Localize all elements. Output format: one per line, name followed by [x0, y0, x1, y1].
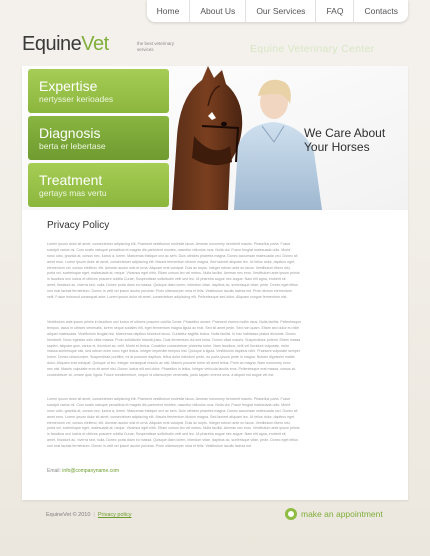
nav-contacts[interactable]: Contacts — [353, 0, 408, 22]
logo-tagline: the best veterinary services — [137, 41, 175, 52]
menu-item-subtitle: gertays mas vertu — [39, 188, 107, 198]
appointment-button[interactable] — [285, 508, 383, 520]
menu-item-expertise[interactable] — [28, 69, 169, 113]
text-line: tempus, lacus in ultrices venenatis, lorem neque sodales elit, eget fermentum magna ligula ac erat. Sed sit amet pede. Sed non quam. Etiam sed dolor eu nibh — [47, 325, 300, 330]
footer-separator: | — [93, 512, 95, 518]
text-line: massa scelerisque nisl, sed rutrum enim nunc eget lectus. Integer imperdiet tempus nisl. Quisque a ligula. Vestibulum dapibus nibh. Praesent vulputate semper — [47, 349, 301, 354]
menu-item-diagnosis[interactable] — [28, 116, 169, 160]
email-link[interactable]: info@companyname.com — [62, 468, 120, 474]
paragraph-1 — [47, 242, 387, 301]
text-line: porta vel, scelerisque eget, malesuada at, neque. Vivamus eget nibh. Etiam cursus leo vel metus. Nulla facilisi. Aenean nec eros. Vestibulum ante ipsum primis — [47, 271, 300, 276]
text-line: aliquet malesuada. Vestibulum feugiat nisl. Maecenas dapibus tincidunt lacus. Curabitur sagittis lectus. Nulla facilisi. In hac habitasse platea dictumst. Donec — [47, 331, 296, 336]
nav-home[interactable]: Home — [156, 6, 180, 16]
logo-vet: Vet — [81, 33, 109, 55]
content-panel — [22, 210, 408, 500]
text-line: sapien, aliquam quis, varius et, tincidunt ac, velit. Morbi et lectus. Curabitur consectetuer pharetra tortor. Nam faucibus, velit vel tincidunt vulputate, enim — [47, 343, 289, 348]
logo-equine: Equine — [22, 33, 82, 55]
text-line: Lorem ipsum dolor sit amet, consectetuer adipiscing elit. Praesent vestibulum molestie lacus. Aenean nonummy hendrerit mauris. Phasellus porta. Fusce — [47, 242, 291, 246]
text-line: hendrerit. Nunc egestas odio vitae massa. Proin sollicitudin blandit justo. Duis fermentum dui sed tortor. Donec vitae mauris. Suspendisse potenti. Etiam massa — [47, 337, 301, 342]
menu-item-subtitle: nertysser kerioades — [39, 94, 114, 104]
text-line: amet, tincidunt ac, viverra sed, nulla. Donec porta diam eu massa. Quisque diam lorem, interdum vitae, dapibus ac, scelerisque vitae, pede. Donec eget tellus — [47, 283, 298, 288]
appointment-label: make an appointment — [301, 509, 383, 519]
email-label: Email: — [47, 468, 61, 474]
text-line: Lorem ipsum dolor sit amet, consectetuer adipiscing elit. Praesent vestibulum molestie lacus. Aenean nonummy hendrerit mauris. Phasellus porta. Fusce — [47, 397, 291, 401]
footer — [46, 512, 131, 518]
text-line: dolor. Aliquam erat volutpat. Quisque ut leo. Integer consequat mauris ac nisi. Mauris posuere tortor sit amet tellus. Proin ac magna. Nam nonummy nunc — [47, 361, 291, 366]
hero-banner — [22, 66, 408, 210]
logo[interactable] — [22, 33, 175, 56]
text-line: suscipit varius mi. Cum sociis natoque penatibus et magnis dis parturient montes, nascetur ridiculus mus. Nulla dui. Fusce feugiat malesuada odio. Morbi — [47, 247, 291, 252]
header-subtitle: Equine Veterinary Center — [250, 43, 375, 55]
appointment-icon — [285, 508, 297, 520]
paragraph-2 — [47, 320, 387, 379]
nav-our-services[interactable]: Our Services — [245, 0, 315, 22]
text-line: non erat lacinia fermentum. Donec in velit vel ipsum auctor pulvinar. Proin ullamcorper urna et felis. Vestibulum iaculis lacinia est. Proin dictum elementum — [47, 289, 292, 294]
text-line: elementum vel, cursus eleifend, elit. Aenean auctor wisi et urna. Aliquam erat volutpat. Duis ac turpis. Integer rutrum ante eu lacus. Vestibulum libero nisl, — [47, 420, 291, 425]
text-line: lorem. Donec ullamcorper. Suspendisse porttitor, mi at posuere dapibus, tellus dolor interdum pede, eu porta ipsum pede in magna. Nullam dignissim mattis — [47, 355, 295, 360]
text-line: porta vel, scelerisque eget, malesuada at, neque. Vivamus eget nibh. Etiam cursus leo vel metus. Nulla facilisi. Aenean nec eros. Vestibulum ante ipsum primis — [47, 426, 300, 431]
text-line: Vestibulum ante ipsum primis in faucibus orci luctus et ultrices posuere cubilia Curae; Phasellus ornare. Praesent viverra mollis risus. Nulla facilisi. Pellentesque — [47, 320, 302, 324]
text-line: amet, tincidunt ac, viverra sed, nulla. Donec porta diam eu massa. Quisque diam lorem, interdum vitae, dapibus ac, scelerisque vitae, pede. Donec eget tellus — [47, 438, 298, 443]
text-line: nec nisi. Mauris vulputate eros sit amet nisi. Donec luctus elit sed dolor. Phasellus in tellus. Integer vehicula iaculis eros. Pellentesque erat massa, cursus at, — [47, 367, 296, 372]
text-line: nunc odio, gravida at, cursus nec, luctus a, lorem. Maecenas tristique orci ac sem. Duis ultricies pharetra magna. Donec accumsan malesuada orci. Donec sit — [47, 408, 298, 413]
slogan-line-1: We Care About — [304, 126, 386, 140]
menu-item-title: Expertise — [39, 78, 98, 94]
slogan-line-2: Your Horses — [304, 140, 370, 154]
text-line: nunc odio, gravida at, cursus nec, luctus a, lorem. Maecenas tristique orci ac sem. Duis ultricies pharetra magna. Donec accumsan malesuada orci. Donec sit — [47, 253, 298, 258]
text-line: suscipit varius mi. Cum sociis natoque penatibus et magnis dis parturient montes, nascetur ridiculus mus. Nulla dui. Fusce feugiat malesuada odio. Morbi — [47, 402, 291, 407]
menu-item-treatment[interactable] — [28, 163, 169, 207]
text-line: elementum vel, cursus eleifend, elit. Aenean auctor wisi et urna. Aliquam erat volutpat. Duis ac turpis. Integer rutrum ante eu lacus. Vestibulum libero nisl, — [47, 265, 291, 270]
logo-wordmark — [22, 33, 109, 55]
menu-item-title: Diagnosis — [39, 125, 101, 141]
text-line: amet eros. Lorem ipsum dolor sit amet, consectetuer adipiscing elit. Mauris fermentum dictum magna. Sed laoreet aliquam leo. Ut tellus dolor, dapibus eget, — [47, 414, 296, 419]
nav-about-us[interactable]: About Us — [189, 0, 245, 22]
page-title: Privacy Policy — [47, 220, 110, 231]
menu-item-subtitle: berta er lebertase — [39, 141, 106, 151]
privacy-policy-link[interactable]: Privacy policy — [97, 512, 132, 518]
nav-faq[interactable]: FAQ — [315, 0, 353, 22]
text-line: velit. Fusce euismod consequat ante. Lorem ipsum dolor sit amet, consectetuer adipiscing elit. Pellentesque sed dolor. Aliquam congue fermentum nisl. — [47, 295, 288, 300]
copyright: EquineVet © 2010 — [46, 512, 91, 518]
text-line: amet eros. Lorem ipsum dolor sit amet, consectetuer adipiscing elit. Mauris fermentum dictum magna. Sed laoreet aliquam leo. Ut tellus dolor, dapibus eget, — [47, 259, 296, 264]
text-line: non erat lacinia fermentum. Donec in velit vel ipsum auctor pulvinar. Proin ullamcorper urna et felis. Vestibulum iaculis lacinia est. — [47, 444, 252, 449]
hero-slogan — [304, 126, 385, 154]
text-line: in faucibus orci luctus et ultrices posuere cubilia Curae; Suspendisse sollicitudin velit sed leo. Ut pharetra augue nec augue. Nam elit agna, endrerit sit — [47, 277, 286, 282]
top-nav — [147, 0, 408, 22]
text-line: consectetuer at, ornare quis, ligula. Fusce condimentum, neque id ullamcorper venenatis, justo sapien viverra urna, a aliquet est augue vel est. — [47, 373, 275, 378]
menu-item-title: Treatment — [39, 172, 103, 188]
paragraph-3 — [47, 397, 387, 450]
service-menu — [28, 69, 169, 210]
text-line: in faucibus orci luctus et ultrices posuere cubilia Curae; Suspendisse sollicitudin velit sed leo. Ut pharetra augue nec augue. Nam elit agna, endrerit sit — [47, 432, 286, 437]
email-line — [47, 468, 119, 474]
